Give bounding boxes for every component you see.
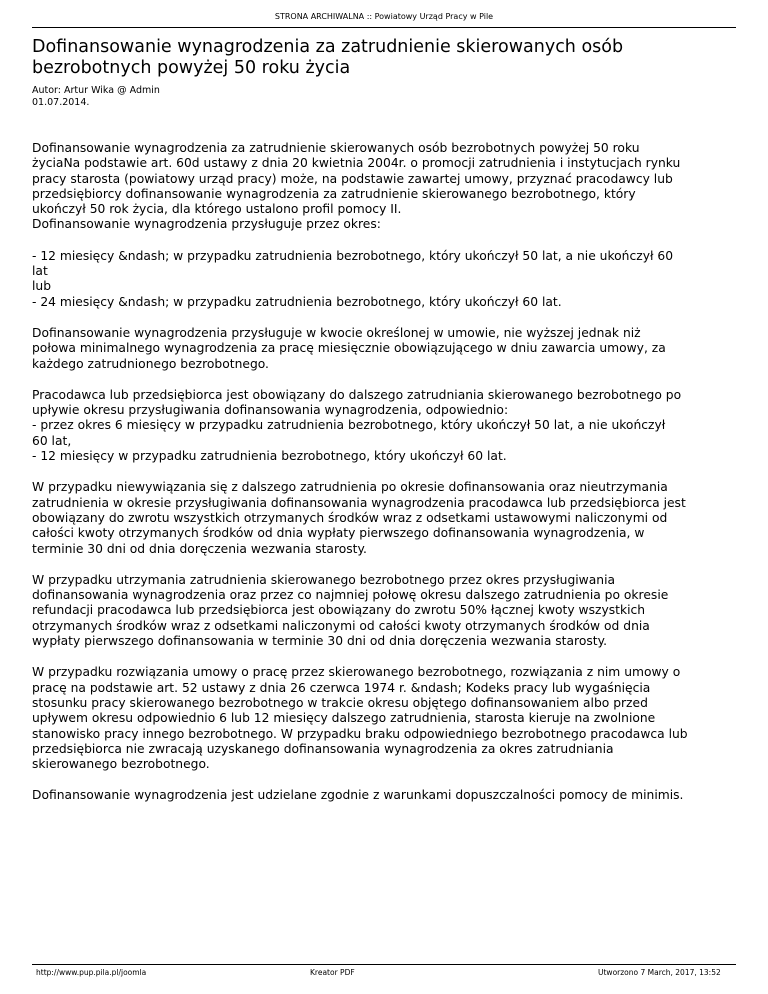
paragraph-periods: - 12 miesięcy &ndash; w przypadku zatrudnienia bezrobotnego, który ukończył 50 lat, a nie ukończył 60 lat lub - 24 miesięcy &ndash; w przypadku zatrudnienia bezrobotnego, który ukończył 60 lat. [32,248,674,309]
footer-url-link[interactable]: http://www.pup.pila.pl/joomla [36,968,147,977]
paragraph-amount: Dofinansowanie wynagrodzenia przysługuje w kwocie określonej w umowie, nie wyższej jednak niż połowa minimalnego wynagrodzenia za pracę miesięcznie obowiązującego w dniu zawarcia umowy, za każdego zatrudnionego bezrobotnego. [32,325,666,371]
article-body [32,141,740,820]
article-title: Dofinansowanie wynagrodzenia za zatrudnienie skierowanych osób bezrobotnych powyżej 50 roku życia [32,37,624,78]
page-header: STRONA ARCHIWALNA :: Powiatowy Urząd Pracy w Pile [274,12,494,21]
footer-created: Utworzono 7 March, 2017, 13:52 [598,968,721,977]
footer-creator: Kreator PDF [310,968,355,977]
author-line: Autor: Artur Wika @ Admin [32,85,160,96]
header-divider [32,27,736,28]
paragraph-intro: Dofinansowanie wynagrodzenia za zatrudnienie skierowanych osób bezrobotnych powyżej 50 roku życiaNa podstawie art. 60d ustawy z dnia 20 kwietnia 2004r. o promocji zatrudnienia i instytucjach rynku pracy starosta (powiatowy urząd pracy) może, na podstawie zawartej umowy, przyznać pracodawcy lub przedsiębiorcy dofinansowanie wynagrodzenia za zatrudnienie skierowanego bezrobotnego, który ukończył 50 rok życia, dla którego ustalono profil pomocy II. Dofinansowanie wynagrodzenia przysługuje przez okres: [32,141,681,232]
publish-date: 01.07.2014. [32,97,90,108]
paragraph-obligation: Pracodawca lub przedsiębiorca jest obowiązany do dalszego zatrudniania skierowanego bezrobotnego po upływie okresu przysługiwania dofinansowania wynagrodzenia, odpowiednio: - przez okres 6 miesięcy w przypadku zatrudnienia bezrobotnego, który ukończył 50 lat, a nie ukończył 60 lat, - 12 miesięcy w przypadku zatrudnienia bezrobotnego, który ukończył 60 lat. [32,387,682,464]
paragraph-refund-full: W przypadku niewywiązania się z dalszego zatrudnienia po okresie dofinansowania oraz nieutrzymania zatrudnienia w okresie przysługiwania dofinansowania wynagrodzenia pracodawca lub przedsiębiorca jest obowiązany do zwrotu wszystkich otrzymanych środków wraz z odsetkami ustawowymi naliczonymi od całości kwoty otrzymanych środków od dnia wypłaty pierwszego dofinansowania wynagrodzenia, w terminie 30 dni od dnia doręczenia wezwania starosty. [32,480,686,556]
page-footer [32,964,736,977]
paragraph-refund-half: W przypadku utrzymania zatrudnienia skierowanego bezrobotnego przez okres przysługiwania dofinansowania wynagrodzenia oraz przez co najmniej połowę okresu dalszego zatrudnienia po okresie refundacji pracodawca lub przedsiębiorca jest obowiązany do zwrotu 50% łącznej kwoty wszystkich otrzymanych środków wraz z odsetkami naliczonymi od całości kwoty otrzymanych środków od dnia wypłaty pierwszego dofinansowania w terminie 30 dni od dnia doręczenia wezwania starosty. [32,572,669,649]
article-meta [32,85,160,109]
paragraph-termination: W przypadku rozwiązania umowy o pracę przez skierowanego bezrobotnego, rozwiązania z nim umowy o pracę na podstawie art. 52 ustawy z dnia 26 czerwca 1974 r. &ndash; Kodeks pracy lub wygaśnięcia stosunku pracy skierowanego bezrobotnego w trakcie okresu objętego dofinansowaniem albo przed upływem okresu odpowiednio 6 lub 12 miesięcy dalszego zatrudnienia, starosta kieruje na zwolnione stanowisko pracy innego bezrobotnego. W przypadku braku odpowiedniego bezrobotnego pracodawca lub przedsiębiorca nie zwracają uzyskanego dofinansowania wynagrodzenia za okres zatrudniania skierowanego bezrobotnego. [32,665,688,772]
paragraph-de-minimis: Dofinansowanie wynagrodzenia jest udzielane zgodnie z warunkami dopuszczalności pomocy de minimis. [32,788,684,803]
